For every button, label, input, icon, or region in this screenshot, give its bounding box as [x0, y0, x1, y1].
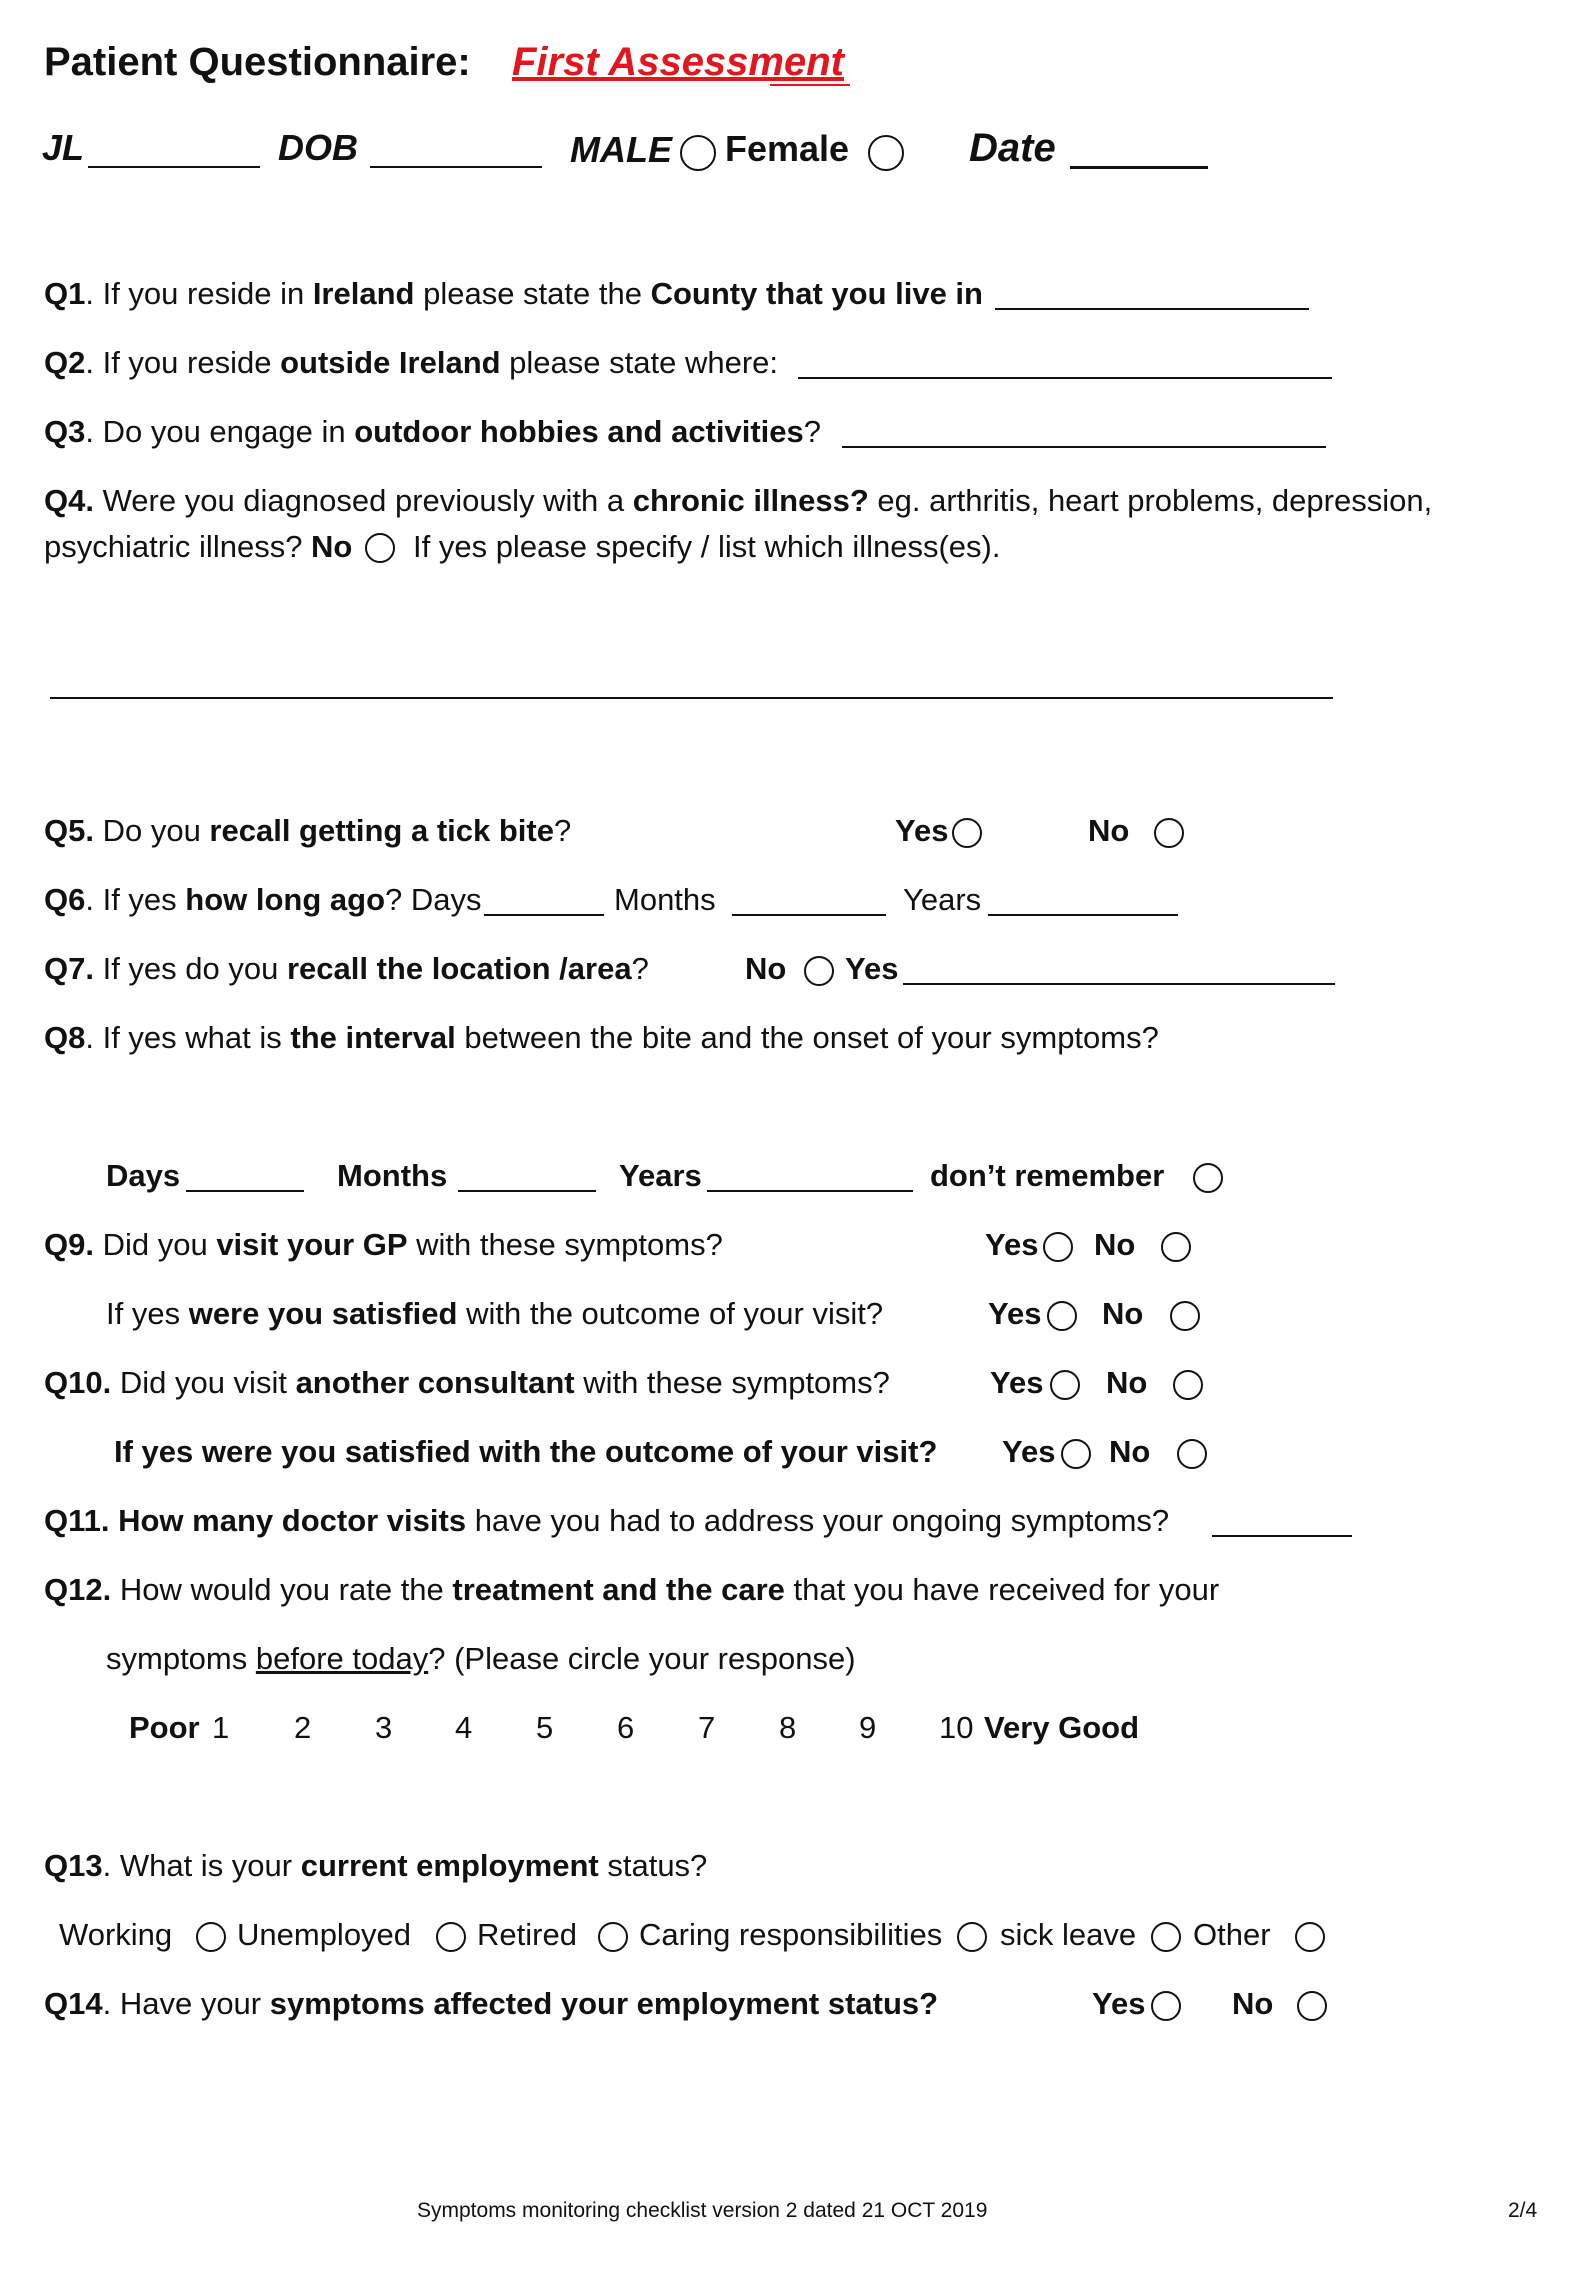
female-label: Female: [725, 128, 850, 169]
q9-yes-label: Yes: [985, 1227, 1039, 1262]
rating-3[interactable]: 3: [375, 1710, 393, 1745]
q8-years-field[interactable]: [707, 1190, 913, 1192]
q5-yes-label: Yes: [895, 813, 949, 848]
rating-1[interactable]: 1: [212, 1710, 230, 1745]
q9-sat-yes-label: Yes: [988, 1296, 1042, 1331]
employment-other-radio[interactable]: [1295, 1922, 1325, 1952]
employment-sick-leave-label: sick leave: [1000, 1917, 1137, 1952]
page-number: 2/4: [1508, 2199, 1538, 2222]
q10-no-radio[interactable]: [1173, 1370, 1203, 1400]
q9-text: Q9. Did you visit your GP with these symptoms?: [44, 1227, 723, 1262]
q2-text: Q2. If you reside outside Ireland please state where:: [44, 345, 779, 380]
rating-10[interactable]: 10: [939, 1710, 974, 1745]
q9-no-radio[interactable]: [1161, 1232, 1191, 1262]
q1-text: Q1. If you reside in Ireland please state the County that you live in: [44, 276, 983, 311]
q3-answer-field[interactable]: [842, 446, 1326, 448]
q6-months-label: Months: [614, 882, 716, 917]
q10-yes-radio[interactable]: [1050, 1370, 1080, 1400]
employment-working-label: Working: [59, 1917, 173, 1952]
rating-8[interactable]: 8: [779, 1710, 797, 1745]
q10-sat-yes-radio[interactable]: [1061, 1439, 1091, 1469]
q14-no-radio[interactable]: [1297, 1991, 1327, 2021]
q6-text: Q6. If yes how long ago? Days: [44, 882, 482, 917]
employment-unemployed-radio[interactable]: [436, 1922, 466, 1952]
rating-7[interactable]: 7: [698, 1710, 716, 1745]
rating-2[interactable]: 2: [294, 1710, 312, 1745]
q9-satisfied-text: If yes were you satisfied with the outcome of your visit?: [106, 1296, 884, 1331]
q8-dont-remember-label: don’t remember: [930, 1158, 1165, 1193]
q5-no-radio[interactable]: [1154, 818, 1184, 848]
female-radio[interactable]: [868, 135, 904, 171]
jl-field[interactable]: [88, 166, 260, 168]
employment-caring-label: Caring responsibilities: [639, 1917, 943, 1952]
rating-4[interactable]: 4: [455, 1710, 473, 1745]
q1-county-field[interactable]: [995, 308, 1309, 310]
q6-years-label: Years: [903, 882, 982, 917]
q14-text: Q14. Have your symptoms affected your employment status?: [44, 1986, 939, 2021]
q10-text: Q10. Did you visit another consultant with these symptoms?: [44, 1365, 890, 1400]
q6-days-field[interactable]: [484, 914, 604, 916]
employment-working-radio[interactable]: [196, 1922, 226, 1952]
q4-specify-text: If yes please specify / list which illness(es).: [413, 529, 1001, 564]
rating-very-good-label: Very Good: [984, 1710, 1140, 1745]
q14-yes-radio[interactable]: [1151, 1991, 1181, 2021]
employment-retired-radio[interactable]: [598, 1922, 628, 1952]
q9-no-label: No: [1094, 1227, 1136, 1262]
q10-satisfied-text: If yes were you satisfied with the outcome of your visit?: [114, 1434, 938, 1469]
q6-years-field[interactable]: [988, 914, 1178, 916]
q9-sat-yes-radio[interactable]: [1047, 1301, 1077, 1331]
date-field[interactable]: [1070, 166, 1208, 169]
employment-caring-radio[interactable]: [957, 1922, 987, 1952]
q9-sat-no-radio[interactable]: [1170, 1301, 1200, 1331]
q8-days-field[interactable]: [186, 1190, 304, 1192]
jl-label: JL: [42, 127, 85, 168]
assessment-subtitle: First Assessment: [512, 40, 844, 84]
q5-text: Q5. Do you recall getting a tick bite?: [44, 813, 572, 848]
q14-yes-label: Yes: [1092, 1986, 1146, 2021]
dob-label: DOB: [278, 127, 358, 168]
q5-yes-radio[interactable]: [952, 818, 982, 848]
employment-retired-label: Retired: [477, 1917, 577, 1952]
rating-9[interactable]: 9: [859, 1710, 877, 1745]
q5-no-label: No: [1088, 813, 1130, 848]
q6-months-field[interactable]: [732, 914, 886, 916]
male-label: MALE: [570, 129, 672, 170]
q8-years-label: Years: [619, 1158, 702, 1193]
q4-no-radio[interactable]: [365, 533, 395, 563]
employment-other-label: Other: [1193, 1917, 1271, 1952]
q10-no-label: No: [1106, 1365, 1148, 1400]
q4-text-line2: psychiatric illness? No: [44, 529, 353, 564]
q7-location-field[interactable]: [903, 983, 1335, 985]
q8-months-field[interactable]: [458, 1190, 596, 1192]
q13-text: Q13. What is your current employment status?: [44, 1848, 708, 1883]
q2-where-field[interactable]: [798, 377, 1332, 379]
q7-text: Q7. If yes do you recall the location /area?: [44, 951, 649, 986]
q7-yes-label: Yes: [845, 951, 899, 986]
dob-field[interactable]: [370, 166, 542, 168]
q12-text: Q12. How would you rate the treatment and the care that you have received for your: [44, 1572, 1220, 1607]
q3-text: Q3. Do you engage in outdoor hobbies and activities?: [44, 414, 822, 449]
q8-text: Q8. If yes what is the interval between the bite and the onset of your symptoms?: [44, 1020, 1159, 1055]
q9-sat-no-label: No: [1102, 1296, 1144, 1331]
male-radio[interactable]: [680, 135, 716, 171]
q10-sat-no-label: No: [1109, 1434, 1151, 1469]
q14-no-label: No: [1232, 1986, 1274, 2021]
rating-5[interactable]: 5: [536, 1710, 554, 1745]
q4-illness-field[interactable]: [50, 697, 1333, 699]
subtitle-underline: [770, 84, 850, 86]
q7-no-radio[interactable]: [804, 956, 834, 986]
q8-dont-remember-radio[interactable]: [1193, 1163, 1223, 1193]
q7-no-label: No: [745, 951, 787, 986]
q4-text: Q4. Were you diagnosed previously with a chronic illness? eg. arthritis, heart problems, depression,: [44, 483, 1433, 518]
page-title: Patient Questionnaire:: [44, 40, 471, 84]
q11-visits-field[interactable]: [1212, 1535, 1352, 1537]
employment-sick-leave-radio[interactable]: [1151, 1922, 1181, 1952]
q8-days-label: Days: [106, 1158, 181, 1193]
q10-sat-no-radio[interactable]: [1177, 1439, 1207, 1469]
q11-text: Q11. How many doctor visits have you had to address your ongoing symptoms?: [44, 1503, 1170, 1538]
employment-unemployed-label: Unemployed: [237, 1917, 412, 1952]
rating-poor-label: Poor: [129, 1710, 200, 1745]
q8-months-label: Months: [337, 1158, 448, 1193]
q12-text-line2: symptoms before today? (Please circle your response): [106, 1641, 856, 1676]
q10-sat-yes-label: Yes: [1002, 1434, 1056, 1469]
rating-6[interactable]: 6: [617, 1710, 635, 1745]
date-label: Date: [969, 126, 1056, 170]
footer-text: Symptoms monitoring checklist version 2 dated 21 OCT 2019: [417, 2199, 988, 2222]
q10-yes-label: Yes: [990, 1365, 1044, 1400]
q9-yes-radio[interactable]: [1043, 1232, 1073, 1262]
